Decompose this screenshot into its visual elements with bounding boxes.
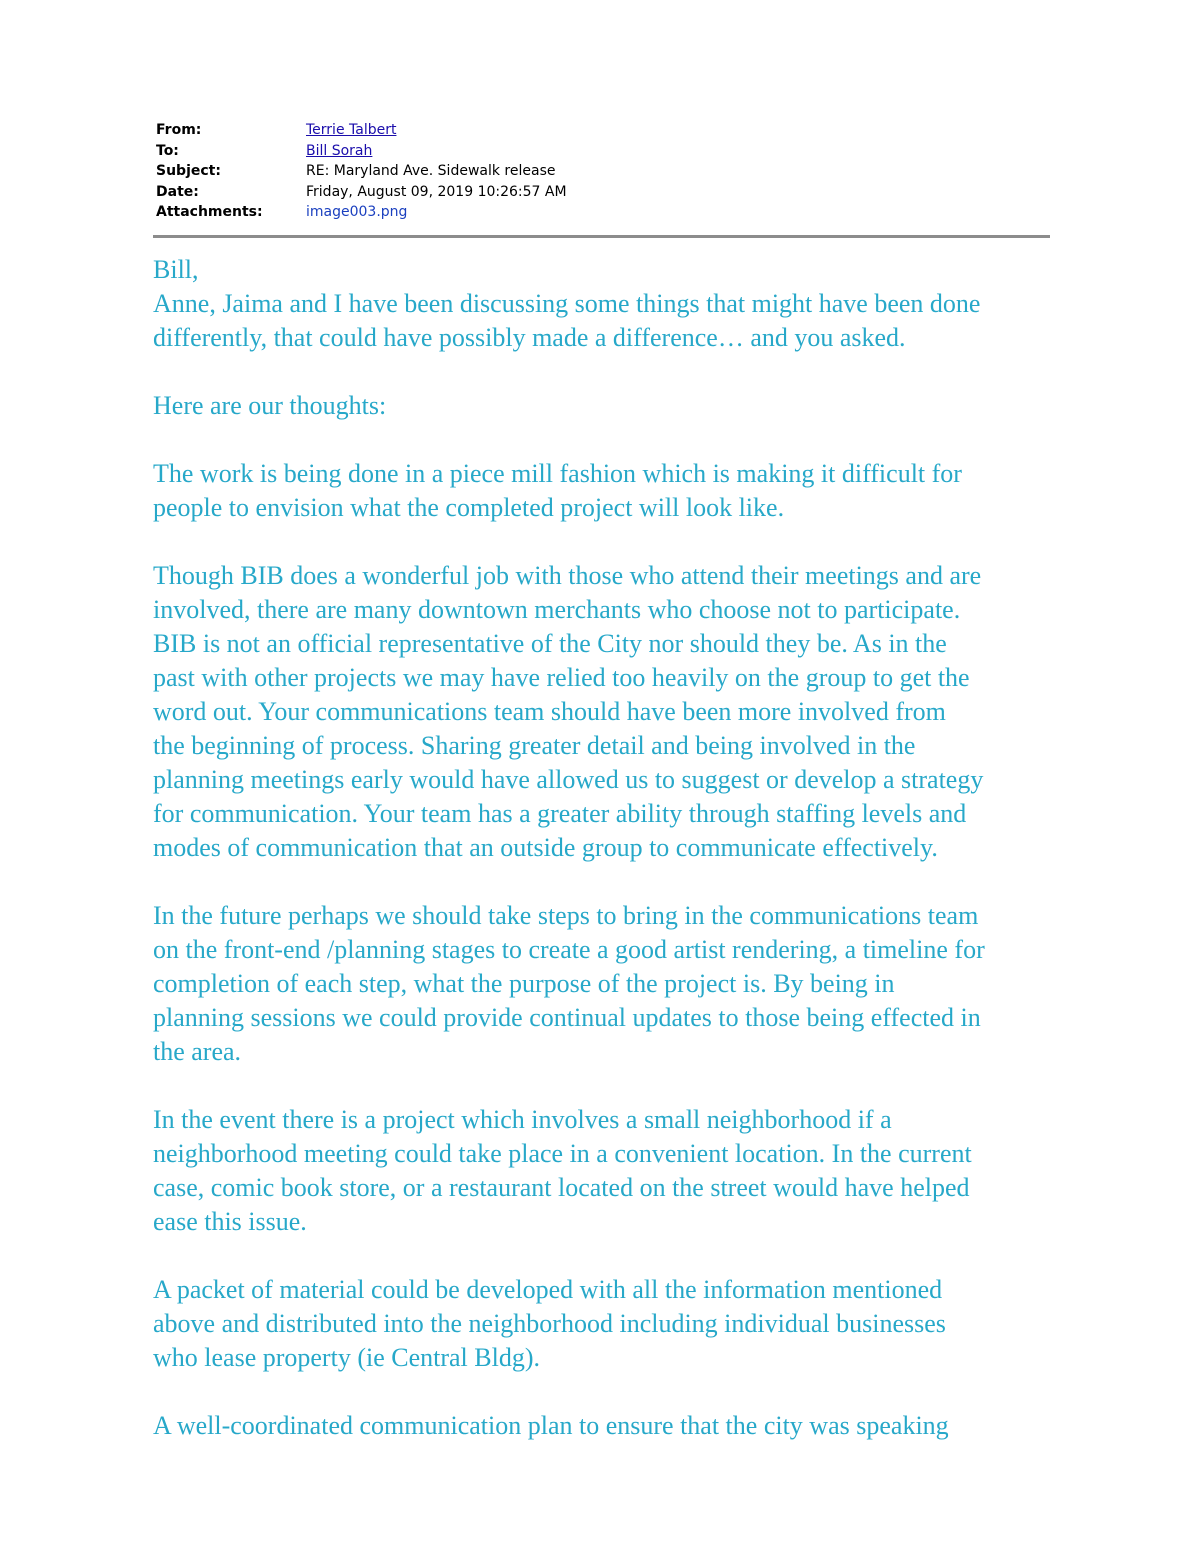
to-link[interactable]: Bill Sorah [306, 142, 373, 159]
to-row [156, 141, 856, 162]
header-divider [153, 235, 1050, 238]
email-header [156, 120, 856, 223]
date-label: Date: [156, 183, 199, 200]
attachment-link[interactable]: image003.png [306, 204, 408, 220]
body-paragraph-intro: Anne, Jaima and I have been discussing some things that might have been done differently, that could have possibly made a difference… and you asked. [153, 289, 981, 352]
body-paragraph-neighborhood: In the event there is a project which involves a small neighborhood if a neighborhood meeting could take place in a convenient location. In the current case, comic book store, or a restaurant located on the street would have helped ease this issue. [153, 1105, 972, 1236]
body-paragraph-thoughts: Here are our thoughts: [153, 391, 387, 420]
attachments-label: Attachments: [156, 204, 263, 221]
body-paragraph-future: In the future perhaps we should take steps to bring in the communications team on the front-end /planning stages to create a good artist rendering, a timeline for completion of each step, what the purpose of the project is. By being in planning sessions we could provide continual updates to those being effected in the area. [153, 901, 985, 1066]
email-body [153, 253, 1063, 1477]
from-link[interactable]: Terrie Talbert [306, 122, 397, 138]
subject-label: Subject: [156, 163, 221, 180]
to-label: To: [156, 142, 179, 159]
body-paragraph-plan: A well-coordinated communication plan to ensure that the city was speaking [153, 1411, 949, 1440]
subject-row [156, 161, 856, 182]
greeting: Bill, [153, 255, 199, 284]
from-label: From: [156, 122, 202, 138]
body-paragraph-bib: Though BIB does a wonderful job with those who attend their meetings and are involved, there are many downtown merchants who choose not to participate. BIB is not an official representative of the City nor should they be. As in the past with other projects we may have relied too heavily on the group to get the word out. Your communications team should have been more involved from the beginning of process. Sharing greater detail and being involved in the planning meetings early would have allowed us to suggest or develop a strategy for communication. Your team has a greater ability through staffing levels and modes of communication that an outside group to communicate effectively. [153, 561, 984, 862]
body-paragraph-piece-mill: The work is being done in a piece mill fashion which is making it difficult for people to envision what the completed project will look like. [153, 459, 962, 522]
from-row [156, 120, 856, 141]
date-row [156, 182, 856, 203]
body-paragraph-packet: A packet of material could be developed with all the information mentioned above and distributed into the neighborhood including individual businesses who lease property (ie Central Bldg). [153, 1275, 946, 1372]
attachments-row [156, 202, 856, 223]
subject-value: RE: Maryland Ave. Sidewalk release [306, 163, 556, 180]
date-value: Friday, August 09, 2019 10:26:57 AM [306, 183, 567, 200]
